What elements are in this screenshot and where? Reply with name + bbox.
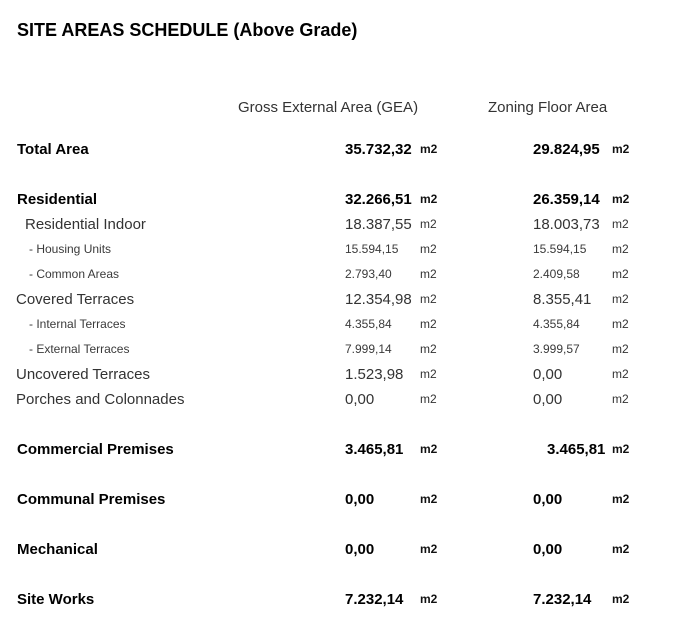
- row-label: Porches and Colonnades: [16, 391, 185, 408]
- table-row: [0, 487, 678, 512]
- gea-unit: m2: [420, 142, 438, 156]
- gea-unit: m2: [420, 192, 438, 206]
- zfa-unit: m2: [612, 392, 629, 406]
- zfa-unit: m2: [612, 367, 629, 381]
- zfa-value: 0,00: [533, 366, 563, 383]
- row-label: - Housing Units: [29, 242, 112, 256]
- gea-unit: m2: [420, 267, 437, 281]
- gea-unit: m2: [420, 492, 438, 506]
- row-label: Mechanical: [17, 541, 98, 558]
- column-header-zoning-floor-area: Zoning Floor Area: [488, 99, 608, 116]
- zfa-unit: m2: [612, 317, 629, 331]
- row-label: Site Works: [17, 591, 95, 608]
- zfa-value: 2.409,58: [533, 267, 580, 281]
- table-row: [0, 312, 678, 337]
- gea-value: 4.355,84: [345, 317, 392, 331]
- row-label: Communal Premises: [17, 491, 166, 508]
- zfa-unit: m2: [612, 217, 629, 231]
- table-row: [0, 537, 678, 562]
- table-row: [0, 437, 678, 462]
- row-label: Uncovered Terraces: [16, 366, 150, 383]
- page-title: SITE AREAS SCHEDULE (Above Grade): [17, 20, 358, 40]
- gea-value: 0,00: [345, 391, 375, 408]
- table-row: [0, 362, 678, 387]
- zfa-unit: m2: [612, 492, 630, 506]
- column-header-gross-external-area: Gross External Area (GEA): [238, 99, 419, 116]
- zfa-unit: m2: [612, 592, 630, 606]
- gea-unit: m2: [420, 392, 437, 406]
- zfa-unit: m2: [612, 242, 629, 256]
- row-label: Total Area: [17, 141, 89, 158]
- gea-value: 7.999,14: [345, 342, 392, 356]
- table-row: [0, 287, 678, 312]
- gea-unit: m2: [420, 542, 438, 556]
- table-row: [0, 337, 678, 362]
- gea-unit: m2: [420, 292, 437, 306]
- gea-unit: m2: [420, 442, 438, 456]
- table-row: [0, 187, 678, 212]
- schedule-table: [0, 137, 678, 612]
- zfa-unit: m2: [612, 292, 629, 306]
- zfa-unit: m2: [612, 342, 629, 356]
- gea-value: 32.266,51: [345, 191, 412, 208]
- table-row: [0, 212, 678, 237]
- gea-value: 3.465,81: [345, 441, 404, 458]
- gea-value: 0,00: [345, 541, 375, 558]
- zfa-value: 8.355,41: [533, 291, 592, 308]
- gea-unit: m2: [420, 242, 437, 256]
- table-row: [0, 587, 678, 612]
- gea-unit: m2: [420, 367, 437, 381]
- table-row: [0, 237, 678, 262]
- zfa-unit: m2: [612, 442, 630, 456]
- zfa-value: 3.999,57: [533, 342, 580, 356]
- table-row: [0, 387, 678, 412]
- zfa-unit: m2: [612, 267, 629, 281]
- row-label: - External Terraces: [29, 342, 130, 356]
- zfa-value: 0,00: [533, 491, 563, 508]
- row-label: Commercial Premises: [17, 441, 174, 458]
- zfa-value: 18.003,73: [533, 216, 600, 233]
- gea-value: 15.594,15: [345, 242, 399, 256]
- gea-value: 7.232,14: [345, 591, 404, 608]
- zfa-value: 26.359,14: [533, 191, 600, 208]
- zfa-unit: m2: [612, 142, 630, 156]
- zfa-value: 4.355,84: [533, 317, 580, 331]
- gea-value: 12.354,98: [345, 291, 412, 308]
- gea-unit: m2: [420, 317, 437, 331]
- zfa-value: 0,00: [533, 391, 563, 408]
- table-row: [0, 262, 678, 287]
- gea-unit: m2: [420, 217, 437, 231]
- zfa-unit: m2: [612, 192, 630, 206]
- zfa-value: 15.594,15: [533, 242, 587, 256]
- gea-value: 35.732,32: [345, 141, 412, 158]
- row-label: Covered Terraces: [16, 291, 135, 308]
- row-label: Residential Indoor: [25, 216, 146, 233]
- row-label: - Internal Terraces: [29, 317, 126, 331]
- gea-unit: m2: [420, 592, 438, 606]
- zfa-unit: m2: [612, 542, 630, 556]
- row-label: - Common Areas: [29, 267, 120, 281]
- row-label: Residential: [17, 191, 98, 208]
- gea-value: 1.523,98: [345, 366, 404, 383]
- gea-value: 18.387,55: [345, 216, 412, 233]
- zfa-value: 29.824,95: [533, 141, 600, 158]
- zfa-value: 7.232,14: [533, 591, 592, 608]
- zfa-value: 0,00: [533, 541, 563, 558]
- gea-value: 0,00: [345, 491, 375, 508]
- gea-unit: m2: [420, 342, 437, 356]
- zfa-value: 3.465,81: [547, 441, 606, 458]
- table-row: [0, 137, 678, 162]
- gea-value: 2.793,40: [345, 267, 392, 281]
